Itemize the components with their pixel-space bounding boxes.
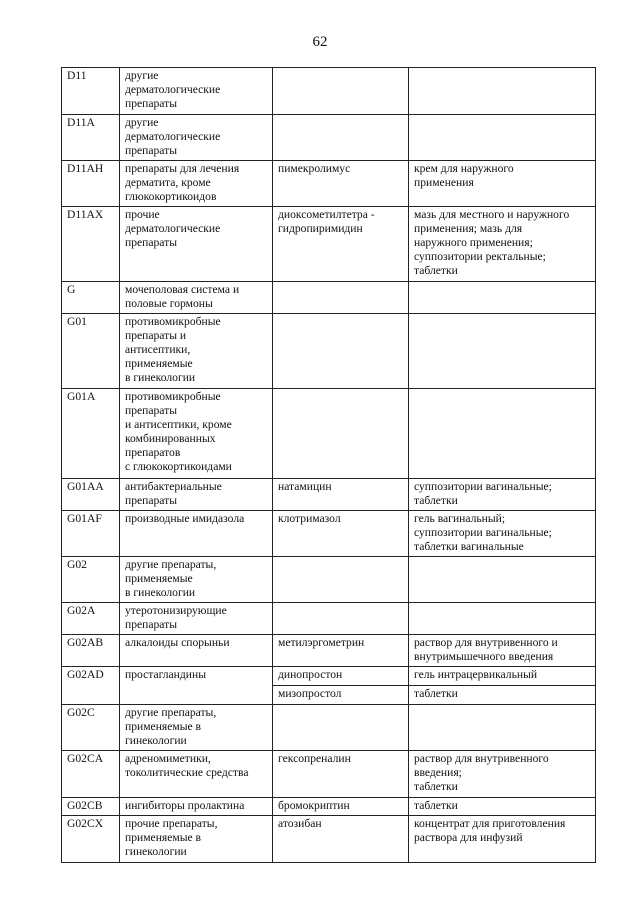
drug-name-cell: гексопреналин <box>273 751 409 798</box>
dosage-form-cell <box>409 314 596 389</box>
dosage-form-cell <box>409 603 596 635</box>
group-name-cell: мочеполовая система и половые гормоны <box>120 282 273 314</box>
table-row <box>62 479 596 511</box>
drug-name-cell <box>273 115 409 161</box>
dosage-form-cell <box>409 68 596 115</box>
drug-name-cell: метилэргометрин <box>273 635 409 667</box>
dosage-form-cell <box>409 282 596 314</box>
drug-name-cell <box>273 68 409 115</box>
drug-name-cell <box>273 282 409 314</box>
dosage-form-cell: раствор для внутривенного и внутримышечного введения <box>409 635 596 667</box>
table-row <box>62 68 596 115</box>
group-name-cell: другие препараты, применяемые в гинекологии <box>120 705 273 751</box>
table-row <box>62 557 596 603</box>
atc-code-cell: G02A <box>62 603 120 635</box>
dosage-form-cell: гель вагинальный; суппозитории вагинальные; таблетки вагинальные <box>409 511 596 557</box>
drug-name-cell: диоксометилтетра - гидропиримидин <box>273 207 409 282</box>
dosage-form-cell: таблетки <box>409 686 596 705</box>
dosage-form-cell: таблетки <box>409 798 596 816</box>
atc-drug-table <box>61 67 596 863</box>
drug-name-cell: натамицин <box>273 479 409 511</box>
dosage-form-cell <box>409 705 596 751</box>
group-name-cell: простагландины <box>120 667 273 705</box>
group-name-cell: другие препараты, применяемые в гинекологии <box>120 557 273 603</box>
page-number: 62 <box>312 34 328 50</box>
dosage-form-cell: раствор для внутривенного введения; таблетки <box>409 751 596 798</box>
group-name-cell: адреномиметики, токолитические средства <box>120 751 273 798</box>
drug-name-cell: динопростон <box>273 667 409 686</box>
drug-name-cell <box>273 705 409 751</box>
dosage-form-cell: крем для наружного применения <box>409 161 596 207</box>
group-name-cell: ингибиторы пролактина <box>120 798 273 816</box>
atc-code-cell: G <box>62 282 120 314</box>
atc-code-cell: G02CX <box>62 816 120 863</box>
dosage-form-cell <box>409 115 596 161</box>
atc-code-cell: G02CA <box>62 751 120 798</box>
dosage-form-cell: гель интрацервикальный <box>409 667 596 686</box>
atc-code-cell: G02AB <box>62 635 120 667</box>
atc-code-cell: G02CB <box>62 798 120 816</box>
group-name-cell: препараты для лечения дерматита, кроме глюкокортикоидов <box>120 161 273 207</box>
drug-name-cell: мизопростол <box>273 686 409 705</box>
drug-name-cell <box>273 557 409 603</box>
group-name-cell: производные имидазола <box>120 511 273 557</box>
table-row <box>62 798 596 816</box>
group-name-cell: утеротонизирующие препараты <box>120 603 273 635</box>
drug-name-cell: атозибан <box>273 816 409 863</box>
dosage-form-cell: мазь для местного и наружного применения; мазь для наружного применения; суппозитории ректальные; таблетки <box>409 207 596 282</box>
atc-code-cell: D11AH <box>62 161 120 207</box>
drug-name-cell <box>273 389 409 479</box>
table-row <box>62 635 596 667</box>
drug-name-cell <box>273 314 409 389</box>
atc-code-cell: G01A <box>62 389 120 479</box>
atc-code-cell: G01 <box>62 314 120 389</box>
table-row <box>62 705 596 751</box>
table-row <box>62 603 596 635</box>
table-row <box>62 667 596 686</box>
atc-code-cell: G01AF <box>62 511 120 557</box>
atc-code-cell: G02 <box>62 557 120 603</box>
dosage-form-cell: концентрат для приготовления раствора для инфузий <box>409 816 596 863</box>
group-name-cell: противомикробные препараты и антисептики, применяемые в гинекологии <box>120 314 273 389</box>
group-name-cell: антибактериальные препараты <box>120 479 273 511</box>
drug-name-cell: клотримазол <box>273 511 409 557</box>
atc-code-cell: D11AX <box>62 207 120 282</box>
table-row <box>62 115 596 161</box>
table-row <box>62 816 596 863</box>
atc-code-cell: G01AA <box>62 479 120 511</box>
drug-name-cell: пимекролимус <box>273 161 409 207</box>
table-row <box>62 751 596 798</box>
drug-name-cell: бромокриптин <box>273 798 409 816</box>
group-name-cell: другие дерматологические препараты <box>120 115 273 161</box>
group-name-cell: противомикробные препараты и антисептики, кроме комбинированных препаратов с глюкокортикоидами <box>120 389 273 479</box>
table-row <box>62 282 596 314</box>
group-name-cell: другие дерматологические препараты <box>120 68 273 115</box>
dosage-form-cell: суппозитории вагинальные; таблетки <box>409 479 596 511</box>
table-row <box>62 314 596 389</box>
table-row <box>62 511 596 557</box>
group-name-cell: алкалоиды спорыньи <box>120 635 273 667</box>
atc-code-cell: G02C <box>62 705 120 751</box>
atc-code-cell: G02AD <box>62 667 120 705</box>
table-row <box>62 389 596 479</box>
drug-name-cell <box>273 603 409 635</box>
group-name-cell: прочие дерматологические препараты <box>120 207 273 282</box>
dosage-form-cell <box>409 557 596 603</box>
group-name-cell: прочие препараты, применяемые в гинекологии <box>120 816 273 863</box>
table-row <box>62 161 596 207</box>
table-row <box>62 207 596 282</box>
dosage-form-cell <box>409 389 596 479</box>
atc-code-cell: D11 <box>62 68 120 115</box>
atc-code-cell: D11A <box>62 115 120 161</box>
